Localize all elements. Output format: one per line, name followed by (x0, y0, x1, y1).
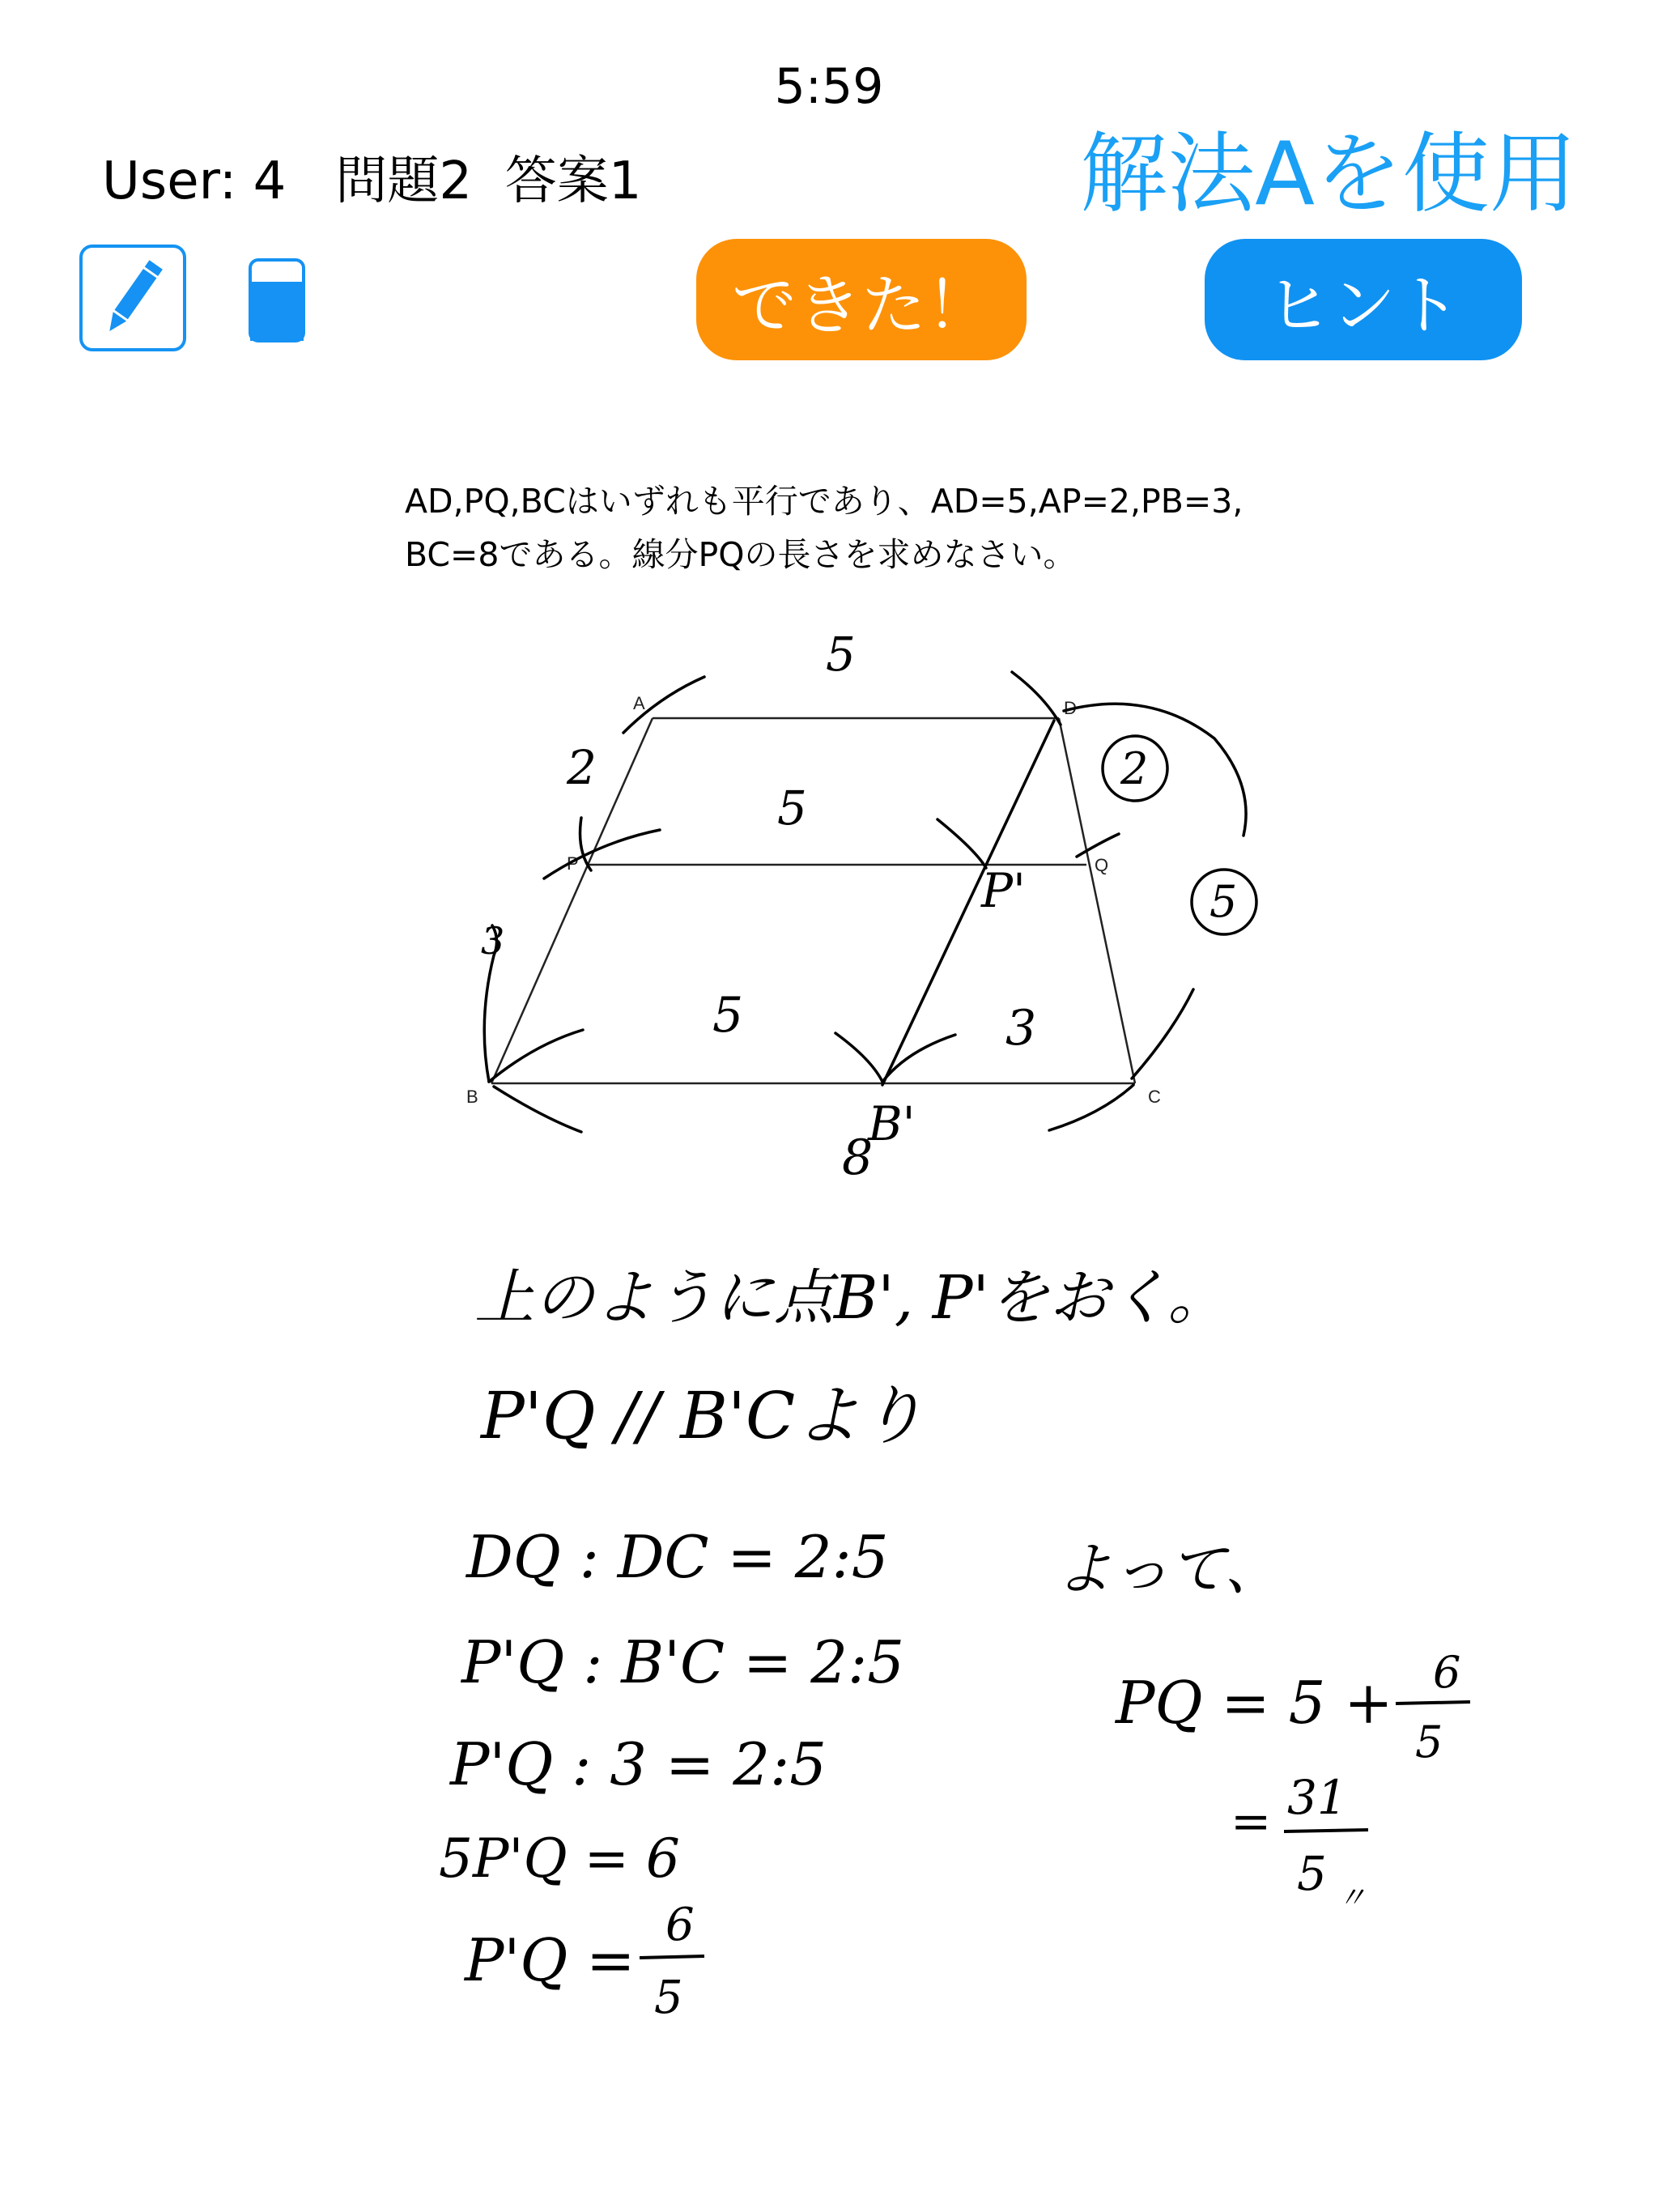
pen-tool-button[interactable] (79, 245, 186, 351)
hint-button[interactable]: ヒント (1205, 239, 1522, 360)
arc-d (1012, 672, 1061, 725)
sol-line-2: P'Q // B'Cより (481, 1378, 925, 1453)
arc-bprime-left (835, 1033, 882, 1082)
hand-pp-len: 5 (777, 781, 807, 836)
hand-pb-len: 3 (481, 919, 505, 963)
problem-statement (405, 474, 1376, 581)
sol-line-6: 5P'Q = 6 (439, 1827, 680, 1890)
arc-c-lower (1049, 1085, 1133, 1130)
arc-bprime-right (882, 1035, 955, 1082)
hand-bprime: B' (868, 1096, 916, 1151)
sol-line-1: 上のように点B', P'をおく。 (474, 1263, 1228, 1333)
label-q: Q (1095, 855, 1109, 875)
arc-pprime (937, 819, 986, 868)
hand-bc-len: 3 (1005, 1000, 1037, 1057)
hand-labels (481, 627, 1237, 1186)
curve-d-to-circle (1064, 704, 1246, 836)
status-clock: 5:59 (774, 58, 884, 115)
sol-line-5: P'Q : 3 = 2:5 (450, 1730, 827, 1798)
hand-ad-len: 5 (826, 627, 856, 682)
frac-r1-bar (1396, 1702, 1470, 1704)
arc-b-lower (494, 1087, 581, 1132)
method-label: 解法Aを使用 (1080, 124, 1577, 225)
hand-strokes (484, 672, 1256, 1132)
label-c: C (1148, 1087, 1161, 1107)
eraser-tool-button[interactable] (248, 257, 306, 343)
label-b: B (466, 1087, 478, 1107)
user-info: User: 4 問題2 答案1 (102, 151, 642, 211)
frac-left-den: 5 (654, 1972, 683, 2024)
eraser-icon (248, 257, 306, 343)
sol-pq: PQ = 5 + (1116, 1669, 1393, 1737)
hand-dc-circle: 5 (1209, 876, 1238, 927)
label-a: A (633, 693, 645, 713)
problem-line-1: AD,PQ,BCはいずれも平行であり、AD=5,AP=2,PB=3, (405, 482, 1244, 521)
solution-left (439, 1263, 1227, 2024)
hand-bb-len: 5 (712, 987, 744, 1044)
solution-right (1056, 1536, 1470, 1915)
label-d: D (1064, 698, 1077, 718)
problem-line-2: BC=8である。線分PQの長さを求めなさい。 (405, 535, 1077, 574)
frac-r2-den: 5 (1297, 1846, 1327, 1901)
frac-r1-num: 6 (1433, 1647, 1461, 1698)
hand-bc-total: 8 (842, 1129, 874, 1186)
frac-r2-num: 31 (1287, 1770, 1347, 1825)
frac-left-num: 6 (665, 1899, 695, 1951)
sol-yotte: よって、 (1056, 1536, 1282, 1602)
hand-pprime: P' (981, 863, 1026, 918)
hand-ap-len: 2 (567, 740, 597, 795)
hand-dq-circle: 2 (1120, 743, 1149, 794)
sol-eq: = (1231, 1793, 1272, 1850)
frac-left-bar (640, 1956, 704, 1958)
arc-c-upper (1132, 989, 1193, 1078)
sol-mark: 〃 (1337, 1882, 1367, 1915)
frac-r2-bar (1284, 1830, 1368, 1831)
sol-line-4: P'Q : B'C = 2:5 (461, 1628, 905, 1696)
arc-p-lower (544, 830, 660, 878)
frac-r1-den: 5 (1415, 1716, 1443, 1767)
pencil-icon (96, 253, 170, 343)
sol-line-7: P'Q = (465, 1926, 636, 1994)
label-p: P (567, 853, 579, 874)
done-button[interactable]: できた！ (696, 239, 1027, 360)
sol-line-3: DQ : DC = 2:5 (466, 1523, 889, 1591)
